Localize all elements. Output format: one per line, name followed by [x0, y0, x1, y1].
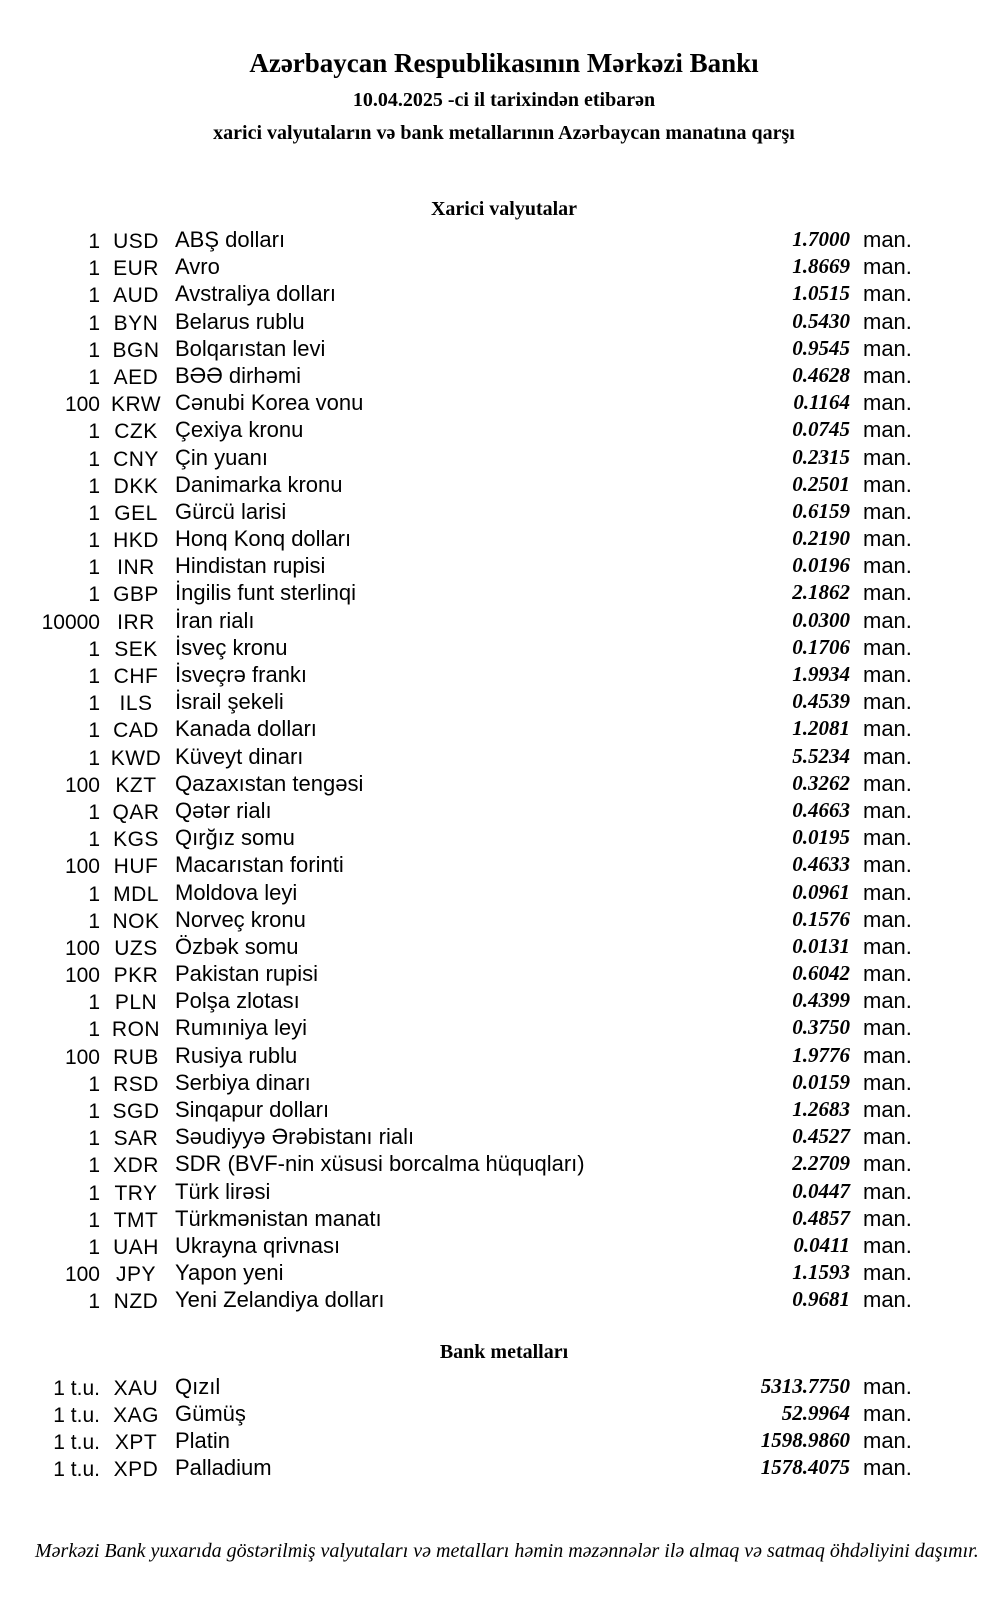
rate-row	[30, 362, 917, 389]
currency-code: ILS	[119, 692, 153, 716]
unit-label: man.	[863, 961, 912, 987]
currency-name: BƏƏ dirhəmi	[175, 362, 302, 388]
rate-row	[30, 1150, 917, 1177]
rate-quantity: 1	[88, 420, 100, 444]
currency-name: Gürcü larisi	[175, 498, 287, 524]
currency-name: Palladium	[175, 1455, 272, 1481]
currency-code: PLN	[114, 991, 158, 1015]
rate-value: 0.5430	[792, 308, 850, 333]
rate-row	[30, 1123, 917, 1150]
currency-code: JPY	[115, 1263, 156, 1287]
rate-value: 0.4663	[792, 797, 850, 822]
rate-value: 0.1576	[792, 906, 850, 931]
rate-quantity: 1	[88, 1072, 100, 1096]
currency-name: Sinqapur dolları	[175, 1097, 330, 1122]
rate-row	[30, 688, 917, 715]
rate-quantity: 1	[88, 501, 100, 525]
currency-code: PKR	[113, 964, 159, 988]
rate-quantity: 1	[88, 284, 100, 308]
rate-quantity: 100	[64, 773, 100, 797]
rate-quantity: 100	[64, 1263, 100, 1287]
rate-value: 52.9964	[781, 1400, 850, 1425]
currency-code: SGD	[112, 1100, 160, 1123]
rate-row	[30, 335, 917, 362]
currency-code: EUR	[113, 257, 159, 281]
currency-name: Danimarka kronu	[175, 471, 343, 497]
currency-code: NZD	[113, 1290, 159, 1314]
currency-code: BYN	[113, 311, 159, 335]
rate-quantity: 1	[88, 365, 100, 389]
rate-quantity: 100	[64, 964, 100, 988]
unit-label: man.	[863, 1373, 912, 1399]
rate-value: 0.0411	[793, 1232, 850, 1257]
currency-code: MDL	[113, 882, 159, 906]
rate-row	[30, 498, 917, 525]
currency-name: Rusiya rublu	[175, 1042, 298, 1068]
rate-row	[30, 987, 917, 1014]
rate-quantity: 1 t.u.	[53, 1458, 100, 1482]
rate-value: 0.2315	[792, 444, 850, 469]
rate-row	[30, 1232, 917, 1259]
currency-code: USD	[113, 230, 159, 253]
unit-label: man.	[863, 1287, 912, 1313]
rate-value: 1.9776	[792, 1042, 850, 1067]
rate-value: 0.0745	[792, 417, 850, 442]
rate-row	[30, 743, 917, 770]
rate-value: 0.4633	[792, 852, 850, 877]
currency-code: CAD	[113, 719, 159, 743]
currency-code: XAU	[113, 1376, 159, 1400]
currency-code: BGN	[112, 338, 160, 362]
rate-value: 0.0195	[792, 825, 850, 850]
currency-name: İsveç kronu	[175, 634, 288, 660]
unit-label: man.	[863, 770, 912, 796]
unit-label: man.	[863, 607, 912, 633]
rate-row	[30, 1427, 917, 1454]
unit-label: man.	[863, 1232, 912, 1258]
rate-value: 0.2190	[792, 526, 850, 551]
unit-label: man.	[863, 879, 912, 905]
rate-quantity: 1	[88, 1208, 100, 1232]
rate-value: 1.7000	[792, 227, 850, 251]
rate-quantity: 1	[88, 230, 100, 253]
rate-quantity: 10000	[41, 610, 100, 634]
rate-value: 1.1593	[792, 1260, 850, 1285]
rate-row	[30, 851, 917, 878]
rate-quantity: 1	[88, 800, 100, 824]
rate-quantity: 1	[88, 583, 100, 607]
rate-value: 0.9681	[792, 1287, 850, 1312]
currency-name: Qazaxıstan tengəsi	[175, 770, 364, 796]
rate-value: 0.3750	[792, 1015, 850, 1040]
unit-label: man.	[863, 634, 912, 660]
currency-name: Polşa zlotası	[175, 988, 300, 1014]
currency-name: İsrail şekeli	[175, 689, 284, 715]
rate-row	[30, 634, 917, 661]
currency-name: Macarıstan forinti	[175, 852, 344, 878]
currency-name: Norveç kronu	[175, 906, 306, 932]
rate-row	[30, 715, 917, 742]
currency-code: GEL	[114, 501, 158, 525]
rate-quantity: 1	[88, 719, 100, 743]
unit-label: man.	[863, 335, 912, 361]
rate-quantity: 1	[88, 909, 100, 933]
currency-name: Platin	[175, 1427, 231, 1453]
rate-quantity: 100	[64, 393, 100, 417]
rate-row	[30, 226, 917, 253]
rate-value: 0.0300	[792, 607, 850, 632]
rate-row	[30, 607, 917, 634]
unit-label: man.	[863, 471, 912, 497]
rate-row	[30, 879, 917, 906]
unit-label: man.	[863, 852, 912, 878]
rate-value: 0.4539	[792, 689, 850, 714]
currency-name: Belarus rublu	[175, 308, 305, 334]
rate-quantity: 1	[88, 665, 100, 688]
currency-code: KWD	[110, 746, 162, 770]
rate-row	[30, 1454, 917, 1481]
rate-row	[30, 906, 917, 933]
unit-label: man.	[863, 1400, 912, 1426]
currencies-table	[30, 226, 917, 1314]
unit-label: man.	[863, 1042, 912, 1068]
rate-row	[30, 1259, 917, 1286]
unit-label: man.	[863, 988, 912, 1014]
rate-row	[30, 770, 917, 797]
rate-row	[30, 1205, 917, 1232]
unit-label: man.	[863, 906, 912, 932]
rate-row	[30, 308, 917, 335]
rate-row	[30, 1014, 917, 1041]
currency-name: Honq Konq dolları	[175, 526, 352, 552]
currency-code: AUD	[113, 284, 159, 308]
rate-value: 0.3262	[792, 770, 850, 795]
rate-value: 0.1706	[792, 634, 850, 659]
rate-quantity: 1	[88, 1018, 100, 1042]
currency-code: UAH	[113, 1235, 159, 1259]
rate-row	[30, 1096, 917, 1123]
currency-code: XPD	[113, 1458, 159, 1482]
rate-value: 0.6042	[792, 961, 850, 986]
rate-value: 1.0515	[792, 281, 850, 306]
rate-value: 0.0159	[792, 1069, 850, 1094]
currency-code: NOK	[112, 909, 160, 933]
currency-code: XDR	[113, 1154, 159, 1178]
unit-label: man.	[863, 743, 912, 769]
currency-name: Ukrayna qrivnası	[175, 1232, 341, 1258]
rate-quantity: 1	[88, 1154, 100, 1178]
unit-label: man.	[863, 1178, 912, 1204]
rate-value: 0.4857	[792, 1205, 850, 1230]
currency-code: TRY	[114, 1181, 158, 1205]
currency-code: XPT	[114, 1430, 158, 1454]
rate-row	[30, 253, 917, 280]
rate-quantity: 1	[88, 692, 100, 716]
rate-quantity: 1	[88, 529, 100, 553]
currency-code: AED	[113, 365, 159, 389]
currency-code: RUB	[113, 1045, 159, 1069]
unit-label: man.	[863, 1205, 912, 1231]
currency-name: Qızıl	[175, 1373, 221, 1399]
rate-row	[30, 1286, 917, 1313]
unit-label: man.	[863, 825, 912, 851]
rate-quantity: 1	[88, 1235, 100, 1259]
currency-name: Səudiyyə Ərəbistanı rialı	[175, 1124, 415, 1150]
page-title: Azərbaycan Respublikasının Mərkəzi Bankı	[249, 48, 759, 78]
rate-quantity: 1	[88, 828, 100, 852]
effective-date: 10.04.2025 -ci il tarixindən etibarən	[352, 89, 656, 111]
unit-label: man.	[863, 390, 912, 416]
rate-quantity: 1	[88, 1100, 100, 1123]
rate-quantity: 100	[64, 855, 100, 879]
rate-value: 0.9545	[792, 335, 850, 360]
rate-value: 2.2709	[792, 1151, 850, 1176]
rate-quantity: 100	[64, 936, 100, 960]
rate-row	[30, 960, 917, 987]
rate-row	[30, 389, 917, 416]
rate-quantity: 1	[88, 556, 100, 580]
currency-code: HKD	[113, 529, 159, 553]
rate-quantity: 100	[64, 1045, 100, 1069]
unit-label: man.	[863, 1427, 912, 1453]
rate-quantity: 1	[88, 257, 100, 281]
currency-code: RON	[111, 1018, 161, 1042]
currency-code: RSD	[113, 1072, 159, 1096]
rate-row	[30, 1400, 917, 1427]
footer-note: Mərkəzi Bank yuxarıda göstərilmiş valyutaları və metalları həmin məzənnələr ilə almaq və satmaq öhdəliyini daşımır.	[35, 1540, 979, 1563]
rate-value: 1.2081	[792, 716, 850, 741]
currency-code: KZT	[115, 773, 157, 797]
document-subtitle: xarici valyutaların və bank metallarının Azərbaycan manatına qarşı	[213, 122, 795, 144]
unit-label: man.	[863, 281, 912, 307]
rate-value: 5313.7750	[760, 1373, 850, 1398]
rate-row	[30, 1069, 917, 1096]
rate-quantity: 1 t.u.	[53, 1430, 100, 1454]
rate-value: 1.9934	[792, 662, 850, 686]
currency-name: Özbək somu	[175, 933, 299, 959]
rate-quantity: 1	[88, 882, 100, 906]
currency-name: Çexiya kronu	[175, 417, 304, 443]
currency-name: Avstraliya dolları	[175, 281, 336, 307]
unit-label: man.	[863, 580, 912, 606]
unit-label: man.	[863, 254, 912, 280]
currency-code: QAR	[112, 800, 160, 824]
rate-value: 1598.9860	[760, 1427, 850, 1452]
rate-quantity: 1 t.u.	[53, 1403, 100, 1427]
currency-code: KGS	[113, 828, 159, 852]
currency-name: Cənubi Korea vonu	[175, 390, 364, 416]
rate-quantity: 1	[88, 1290, 100, 1314]
currency-code: HUF	[113, 855, 159, 879]
rate-value: 0.0131	[792, 933, 850, 958]
rate-row	[30, 471, 917, 498]
metals-table	[30, 1373, 917, 1482]
rate-quantity: 1	[88, 637, 100, 661]
rate-row	[30, 552, 917, 579]
rate-row	[30, 280, 917, 307]
metals-section-title: Bank metalları	[439, 1340, 569, 1363]
currency-name: Yeni Zelandiya dolları	[175, 1287, 385, 1313]
rate-quantity: 1	[88, 338, 100, 362]
unit-label: man.	[863, 526, 912, 552]
currency-code: INR	[117, 556, 155, 580]
rate-row	[30, 797, 917, 824]
currency-name: Küveyt dinarı	[175, 743, 304, 769]
currency-name: İsveçrə frankı	[175, 662, 308, 687]
rate-value: 0.4628	[792, 362, 850, 387]
currency-code: UZS	[114, 936, 158, 960]
rate-value: 1.2683	[792, 1097, 850, 1121]
currency-name: Serbiya dinarı	[175, 1069, 311, 1095]
currency-name: Kanada dolları	[175, 716, 317, 742]
rate-value: 0.4527	[792, 1124, 850, 1149]
currency-name: Türkmənistan manatı	[175, 1205, 382, 1231]
currency-name: Pakistan rupisi	[175, 961, 319, 987]
currency-code: GBP	[113, 583, 159, 607]
currency-name: Qətər rialı	[175, 797, 272, 823]
rate-value: 0.0196	[792, 553, 850, 578]
unit-label: man.	[863, 689, 912, 715]
rate-row	[30, 525, 917, 552]
rate-quantity: 1	[88, 991, 100, 1015]
currency-name: Rumıniya leyi	[175, 1015, 308, 1041]
currency-code: CZK	[114, 420, 158, 444]
rate-row	[30, 1178, 917, 1205]
rate-quantity: 1	[88, 746, 100, 770]
rate-quantity: 1	[88, 1127, 100, 1151]
currency-code: CNY	[113, 447, 159, 471]
rate-row	[30, 444, 917, 471]
rate-quantity: 1	[88, 311, 100, 335]
rate-value: 1578.4075	[760, 1455, 850, 1480]
unit-label: man.	[863, 1260, 912, 1286]
rate-value: 2.1862	[792, 580, 850, 605]
currency-name: Qırğız somu	[175, 825, 295, 851]
rate-quantity: 1	[88, 1181, 100, 1205]
rate-quantity: 1	[88, 447, 100, 471]
rate-value: 0.0447	[792, 1178, 850, 1203]
rate-row	[30, 416, 917, 443]
currency-name: Gümüş	[175, 1400, 246, 1426]
unit-label: man.	[863, 1151, 912, 1177]
unit-label: man.	[863, 1124, 912, 1150]
rate-value: 0.4399	[792, 988, 850, 1013]
unit-label: man.	[863, 933, 912, 959]
rate-row	[30, 579, 917, 606]
currency-name: Moldova leyi	[175, 879, 298, 905]
currency-code: CHF	[113, 665, 159, 688]
rate-quantity: 1	[88, 474, 100, 498]
currency-name: Yapon yeni	[175, 1260, 284, 1286]
rate-value: 0.2501	[792, 471, 850, 496]
currency-name: Türk lirəsi	[175, 1178, 271, 1204]
currency-name: ABŞ dolları	[175, 227, 286, 252]
rate-row	[30, 661, 917, 688]
rate-row	[30, 933, 917, 960]
unit-label: man.	[863, 1015, 912, 1041]
unit-label: man.	[863, 553, 912, 579]
currency-code: IRR	[117, 610, 155, 634]
currency-name: Çin yuanı	[175, 444, 268, 470]
unit-label: man.	[863, 444, 912, 470]
currencies-section-title: Xarici valyutalar	[430, 198, 578, 220]
currency-code: TMT	[113, 1208, 159, 1232]
rate-row	[30, 1373, 917, 1400]
currency-name: Bolqarıstan levi	[175, 335, 326, 361]
currency-code: DKK	[113, 474, 159, 498]
rate-quantity: 1 t.u.	[53, 1376, 100, 1400]
unit-label: man.	[863, 498, 912, 524]
currency-code: SAR	[113, 1127, 159, 1151]
currency-code: KRW	[110, 393, 162, 417]
unit-label: man.	[863, 1097, 912, 1122]
rate-value: 0.1164	[793, 390, 850, 415]
currency-name: SDR (BVF-nin xüsusi borcalma hüquqları)	[175, 1151, 585, 1177]
unit-label: man.	[863, 662, 912, 687]
unit-label: man.	[863, 797, 912, 823]
unit-label: man.	[863, 1069, 912, 1095]
rate-row	[30, 1042, 917, 1069]
currency-code: XAG	[113, 1403, 159, 1427]
rate-value: 1.8669	[792, 254, 850, 279]
unit-label: man.	[863, 362, 912, 388]
unit-label: man.	[863, 417, 912, 443]
currency-name: İran rialı	[175, 607, 255, 633]
currency-name: Avro	[175, 254, 220, 280]
rate-value: 0.0961	[792, 879, 850, 904]
unit-label: man.	[863, 716, 912, 742]
rate-value: 5.5234	[792, 743, 850, 768]
currency-name: İngilis funt sterlinqi	[175, 580, 356, 606]
currency-name: Hindistan rupisi	[175, 553, 326, 579]
rate-row	[30, 824, 917, 851]
rate-value: 0.6159	[792, 498, 850, 523]
unit-label: man.	[863, 1455, 912, 1481]
unit-label: man.	[863, 308, 912, 334]
unit-label: man.	[863, 227, 912, 252]
currency-code: SEK	[114, 637, 158, 661]
